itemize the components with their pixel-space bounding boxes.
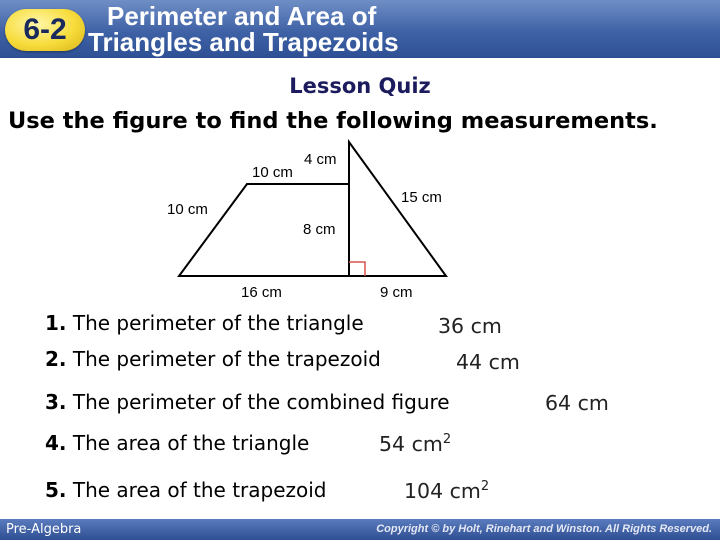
label-top-right: 4 cm — [304, 151, 337, 168]
answer-value: 104 cm — [404, 479, 481, 503]
label-left-side: 10 cm — [167, 201, 208, 218]
question-number: 1. — [45, 311, 67, 335]
answer-value: 44 cm — [456, 350, 520, 374]
question-text: The perimeter of the triangle — [66, 311, 364, 335]
answer-4 — [379, 432, 451, 456]
question-text: The perimeter of the trapezoid — [66, 347, 381, 371]
label-bottom-left: 16 cm — [241, 284, 282, 301]
answer-value: 36 cm — [438, 314, 502, 338]
geometry-figure — [160, 138, 460, 308]
answer-5 — [404, 479, 489, 503]
question-number: 3. — [45, 390, 67, 414]
course-name: Pre-Algebra — [6, 522, 82, 537]
copyright-notice: Copyright © by Holt, Rinehart and Winston. All Rights Reserved. — [376, 523, 712, 535]
question-3 — [45, 390, 450, 414]
answer-1 — [438, 314, 502, 338]
title-line-1: Perimeter and Area of — [107, 1, 377, 31]
answer-value: 64 cm — [545, 391, 609, 415]
label-hypotenuse: 15 cm — [401, 189, 442, 206]
answer-value: 54 cm — [379, 432, 443, 456]
lesson-badge — [5, 9, 85, 51]
title-line-2: Triangles and Trapezoids — [88, 27, 399, 57]
section-title: Lesson Quiz — [289, 74, 431, 98]
lesson-number: 6-2 — [23, 13, 67, 46]
question-text: The perimeter of the combined figure — [66, 390, 450, 414]
question-4 — [45, 431, 309, 455]
answer-3 — [545, 391, 609, 415]
question-number: 4. — [45, 431, 67, 455]
question-5 — [45, 478, 327, 502]
question-1 — [45, 311, 364, 335]
header-banner — [0, 0, 720, 58]
answer-2 — [456, 350, 520, 374]
question-number: 5. — [45, 478, 67, 502]
question-number: 2. — [45, 347, 67, 371]
answer-exponent: 2 — [480, 479, 490, 494]
question-text: The area of the trapezoid — [66, 478, 327, 502]
label-height: 8 cm — [303, 221, 336, 238]
footer-bar — [0, 519, 720, 540]
label-top-base: 10 cm — [252, 164, 293, 181]
label-bottom-right: 9 cm — [380, 284, 413, 301]
question-2 — [45, 347, 381, 371]
question-text: The area of the triangle — [66, 431, 310, 455]
answer-exponent: 2 — [442, 432, 452, 447]
instruction-text: Use the figure to find the following measurements. — [8, 108, 658, 134]
right-angle-marker — [349, 262, 365, 276]
